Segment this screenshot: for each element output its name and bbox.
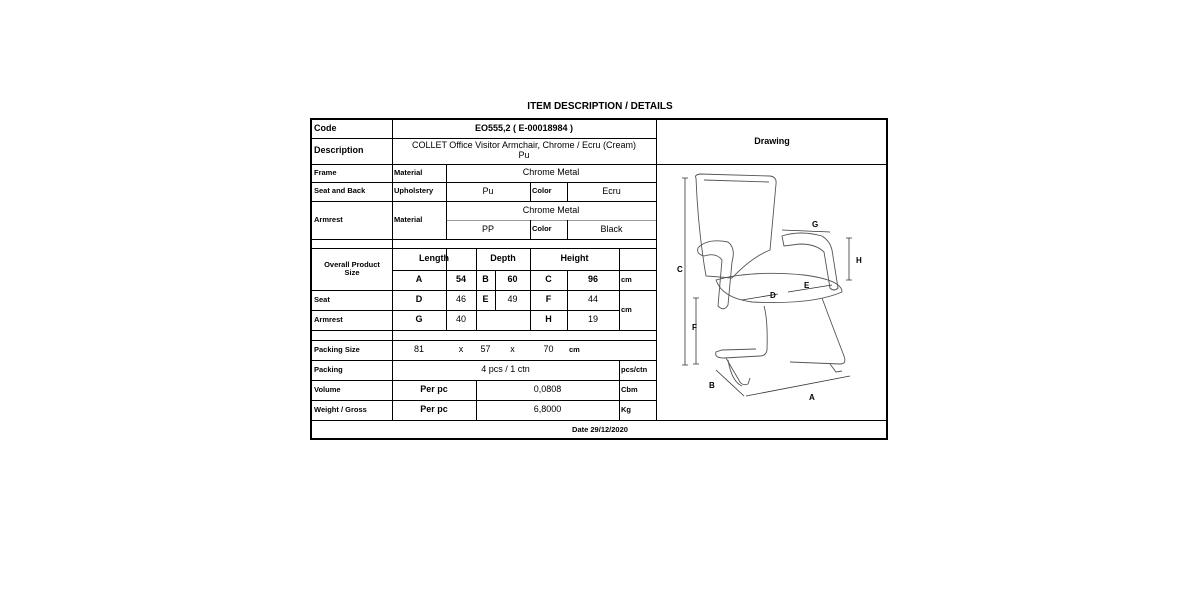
volume-value: 0,0808: [533, 384, 562, 395]
weight-unit: Kg: [621, 404, 631, 414]
drawing-letter-c: C: [677, 265, 683, 274]
dim-g-value: 40: [455, 314, 466, 325]
overall-size-label-line-2: Size: [344, 268, 360, 277]
weight-label: Weight / Gross: [314, 404, 367, 414]
length-header: Length: [419, 253, 449, 264]
packing-size-unit: cm: [569, 344, 580, 354]
packing-unit: pcs/ctn: [621, 364, 648, 374]
dim-d-value: 46: [455, 294, 466, 305]
armrest-label: Armrest: [314, 214, 343, 224]
dim-b-label: B: [482, 274, 489, 285]
seat-dims-label: Seat: [314, 294, 330, 304]
frame-material: Chrome Metal: [522, 167, 580, 178]
armrest-color-value: Black: [600, 223, 623, 234]
chair-drawing: [312, 120, 888, 420]
depth-header: Depth: [490, 253, 516, 264]
volume-label: Volume: [314, 384, 341, 394]
drawing-letter-a: A: [809, 393, 815, 402]
drawing-letter-b: B: [709, 381, 715, 390]
code-label: Code: [314, 123, 337, 134]
dim-f-label: F: [545, 294, 552, 305]
dims-unit: cm: [621, 304, 632, 314]
packing-height: 70: [543, 344, 554, 355]
packing-length: 81: [413, 344, 424, 355]
drawing-letter-f: F: [692, 323, 697, 332]
description-line-1: COLLET Office Visitor Armchair, Chrome / Ecru (Cream): [411, 140, 637, 151]
packing-size-label: Packing Size: [314, 344, 360, 354]
frame-material-label: Material: [394, 167, 423, 177]
drawing-letters: [677, 220, 862, 402]
weight-per: Per pc: [420, 404, 448, 415]
drawing-letter-g: G: [812, 220, 819, 229]
overall-size-label-line-1: Overall Product: [324, 259, 380, 269]
drawing-letter-d: D: [770, 291, 776, 300]
code-value: EO555,2 ( E-00018984 ): [474, 123, 574, 134]
volume-unit: Cbm: [621, 384, 638, 394]
frame-label: Frame: [314, 167, 337, 177]
dim-h-value: 19: [587, 314, 598, 325]
seat-back-label: Seat and Back: [314, 186, 366, 196]
packing-value: 4 pcs / 1 ctn: [481, 364, 530, 375]
item-details-sheet: [310, 118, 888, 440]
weight-value: 6,8000: [533, 404, 562, 415]
dim-a-value: 54: [455, 274, 466, 285]
drawing-letter-e: E: [804, 281, 810, 290]
armrest-color-label: Color: [532, 224, 552, 234]
dim-h-label: H: [545, 314, 552, 325]
armrest-material-1: Chrome Metal: [522, 204, 580, 215]
seat-color-value: Ecru: [602, 185, 621, 196]
dim-c-value: 96: [587, 274, 598, 285]
packing-x-1: x: [458, 344, 464, 355]
armrest-material-label: Material: [394, 214, 423, 224]
dim-c-label: C: [545, 274, 552, 285]
document-title: ITEM DESCRIPTION / DETAILS: [527, 101, 673, 112]
volume-per: Per pc: [420, 384, 448, 395]
upholstery-value: Pu: [482, 185, 494, 196]
chair-outline: [696, 174, 845, 386]
description-line-2: Pu: [518, 150, 530, 160]
packing-width: 57: [480, 344, 491, 355]
dim-b-value: 60: [507, 274, 518, 285]
packing-label: Packing: [314, 364, 343, 374]
seat-color-label: Color: [532, 186, 552, 196]
height-header: Height: [560, 253, 589, 264]
upholstery-label: Upholstery: [394, 186, 434, 196]
drawing-letter-h: H: [856, 256, 862, 265]
armrest-material-2: PP: [481, 223, 494, 234]
date: Date 29/12/2020: [572, 425, 628, 435]
overall-unit: cm: [621, 274, 632, 284]
packing-x-2: x: [510, 344, 515, 355]
dim-a-label: A: [415, 274, 423, 285]
armrest-dims-label: Armrest: [314, 314, 343, 324]
dim-f-value: 44: [587, 294, 598, 305]
dim-e-value: 49: [507, 294, 518, 305]
description-label: Description: [314, 145, 364, 156]
drawing-label: Drawing: [754, 136, 790, 147]
dim-d-label: D: [415, 294, 423, 305]
dim-e-label: E: [482, 294, 489, 305]
dim-g-label: G: [415, 314, 423, 325]
